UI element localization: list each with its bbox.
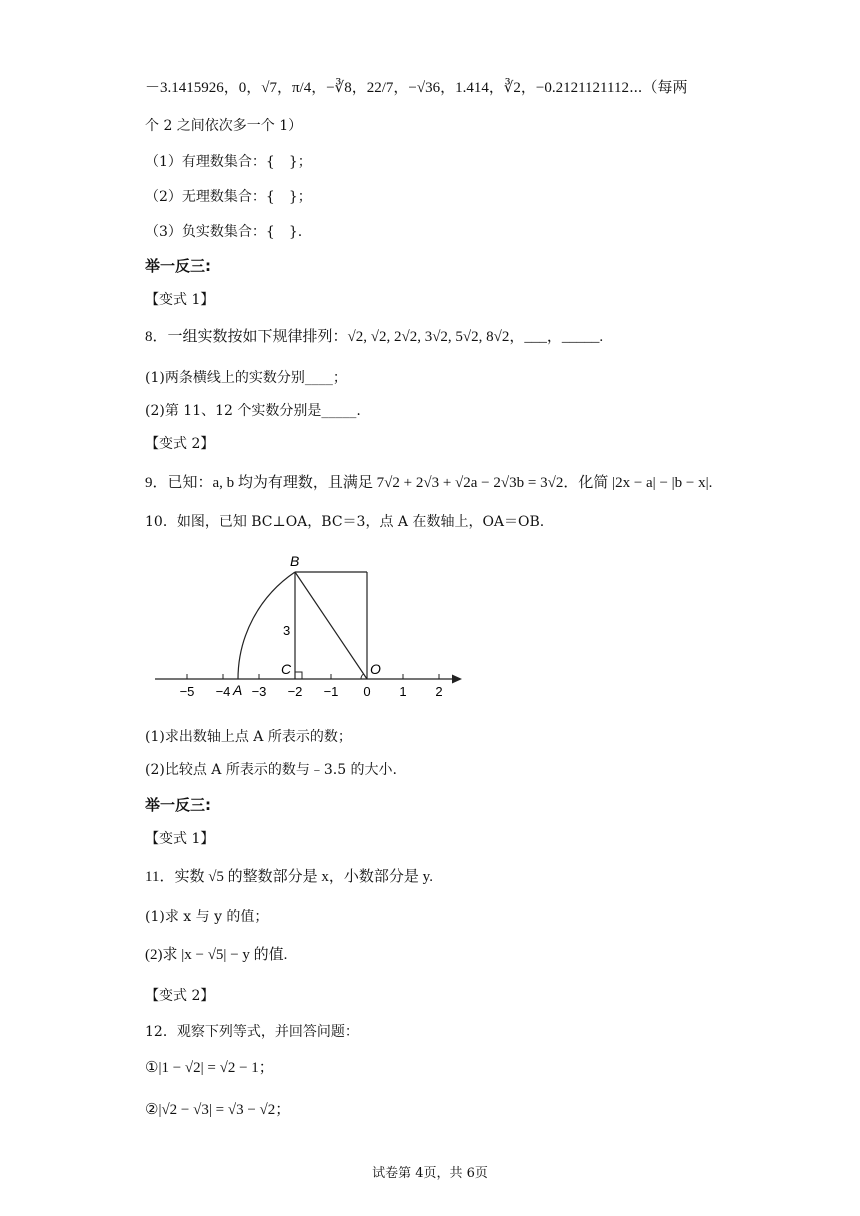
tick-label: −5	[179, 684, 195, 699]
question-11-part-1: (1)求 x 与 y 的值；	[145, 909, 269, 925]
variant-label: 【变式 1】	[145, 292, 215, 308]
question-10-part-1: (1)求出数轴上点 A 所表示的数；	[145, 729, 352, 745]
point-label-C: C	[281, 661, 292, 677]
question-9: 9．已知：a, b 均为有理数，且满足 7√2 + 2√3 + √2a − 2√3b = 3√2．化简 |2x − a| − |b − x|.	[145, 475, 713, 491]
question-10: 10．如图，已知 BC⊥OA，BC＝3，点 A 在数轴上，OA＝OB.	[145, 514, 545, 530]
axis-arrow	[452, 675, 462, 684]
equation-2: ②|√2 − √3| = √3 − √2；	[145, 1102, 291, 1118]
question-10-part-2: (2)比较点 A 所表示的数与﹣3.5 的大小.	[145, 762, 398, 778]
point-label-O: O	[370, 661, 381, 677]
negative-real-set-item: （3）负实数集合：{ }.	[145, 224, 303, 240]
equation-1: ①|1 − √2| = √2 − 1；	[145, 1060, 274, 1076]
question-12: 12．观察下列等式，并回答问题：	[145, 1024, 359, 1040]
tick-label: 2	[435, 684, 443, 699]
number-line-figure	[150, 550, 470, 700]
number-list-note: 个 2 之间依次多一个 1）	[145, 118, 303, 134]
right-angle-mark	[295, 672, 302, 679]
tick-label: −3	[251, 684, 267, 699]
tick-label: −2	[287, 684, 303, 699]
question-11: 11．实数 √5 的整数部分是 x，小数部分是 y.	[145, 869, 433, 885]
point-label-A: A	[233, 682, 243, 698]
page-footer: 试卷第 4页，共 6页	[372, 1166, 488, 1181]
angle-mark-O	[361, 674, 364, 679]
tick-label: −4	[215, 684, 231, 699]
question-11-part-2: (2)求 |x − √5| − y 的值.	[145, 947, 288, 963]
tick-label: 0	[363, 684, 371, 699]
segment-BO	[295, 572, 367, 679]
question-8-part-1: (1)两条横线上的实数分别____；	[145, 370, 347, 386]
number-list-line: －3.1415926，0，√7，π/4，−∛8，22/7，−√36，1.414，∛2，−0.2121121112⋯（每两	[145, 80, 688, 96]
question-8-part-2: (2)第 11、12 个实数分别是_____.	[145, 403, 361, 419]
length-label-3: 3	[283, 623, 291, 638]
section-heading: 举一反三:	[145, 257, 211, 275]
irrational-set-item: （2）无理数集合：{ }；	[145, 189, 312, 205]
section-heading: 举一反三:	[145, 796, 211, 814]
variant-label: 【变式 2】	[145, 988, 215, 1004]
tick-label: 1	[399, 684, 407, 699]
tick-label: −1	[323, 684, 339, 699]
variant-label: 【变式 2】	[145, 436, 215, 452]
variant-label: 【变式 1】	[145, 831, 215, 847]
rational-set-item: （1）有理数集合：{ }；	[145, 154, 312, 170]
point-label-B: B	[290, 553, 300, 569]
question-8: 8．一组实数按如下规律排列：√2, √2, 2√2, 3√2, 5√2, 8√2，___，_____.	[145, 329, 604, 345]
